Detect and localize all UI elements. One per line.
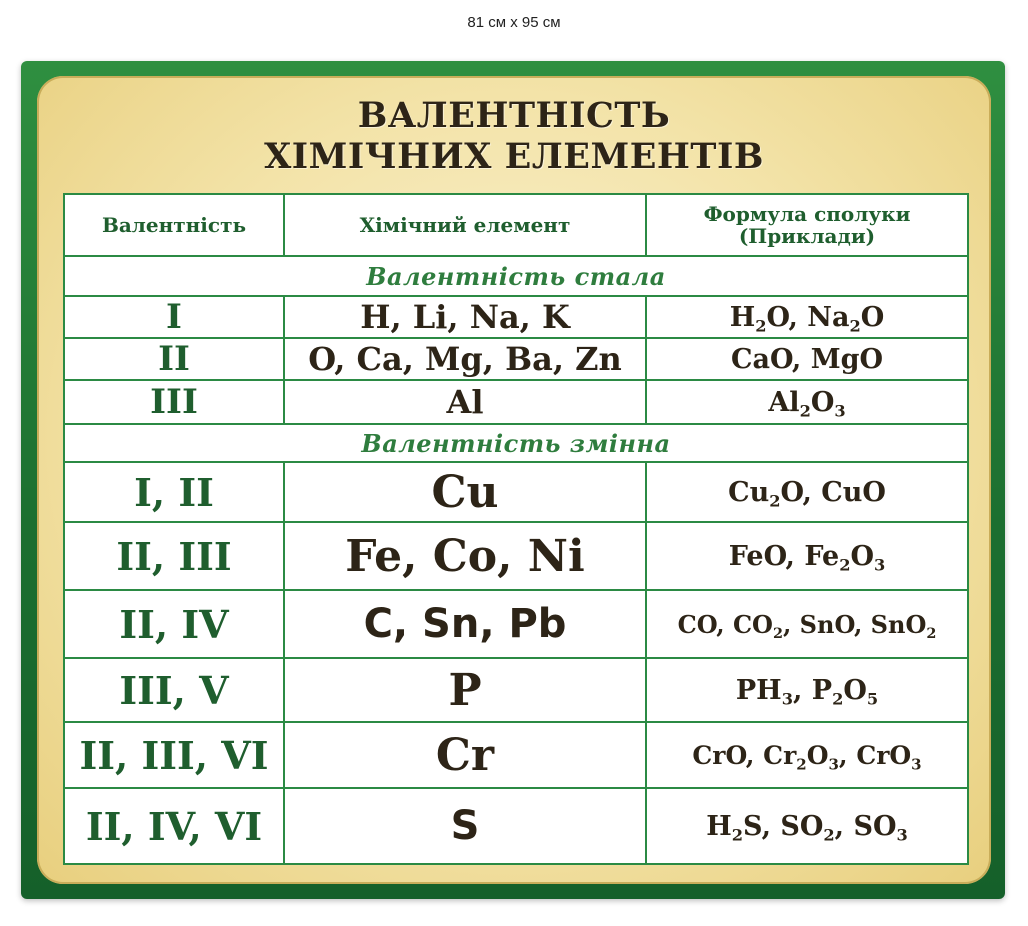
header-valence: Валентність xyxy=(64,194,284,256)
formula-part: , SO xyxy=(834,810,897,842)
formula-subscript: 3 xyxy=(896,825,908,845)
section-row-constant xyxy=(64,256,968,296)
valence-cell: II, IV, VI xyxy=(64,788,284,864)
header-formula-line1: Формула сполуки xyxy=(703,202,911,226)
valence-cell: II, III, VI xyxy=(64,722,284,788)
formula-cell xyxy=(646,338,968,380)
size-caption: 81 см x 95 см xyxy=(467,14,561,31)
formula-cell xyxy=(646,296,968,338)
formula-subscript: 2 xyxy=(839,555,851,575)
formula-part: , P xyxy=(792,674,833,706)
formula-part: O xyxy=(843,674,867,706)
formula-subscript: 2 xyxy=(755,316,767,336)
formula-part: O xyxy=(860,301,885,333)
formula-part: O xyxy=(850,540,874,572)
header-element: Хімічний елемент xyxy=(284,194,646,256)
formula-part: S, SO xyxy=(743,810,824,842)
header-formula-line2: (Приклади) xyxy=(738,224,876,248)
table-row xyxy=(64,722,968,788)
element-cell: Cu xyxy=(284,462,646,522)
formula-part: FeO, Fe xyxy=(728,540,840,572)
formula-part: Cu xyxy=(728,476,770,508)
valence-table xyxy=(63,193,969,865)
formula-part: CrO, Cr xyxy=(692,740,797,770)
formula-subscript: 2 xyxy=(823,825,835,845)
formula-part: CO, CO xyxy=(677,609,773,639)
element-cell: O, Ca, Mg, Ba, Zn xyxy=(284,338,646,380)
formula-subscript: 2 xyxy=(772,624,783,642)
element-cell: Fe, Co, Ni xyxy=(284,522,646,590)
formula-part: PH xyxy=(735,674,782,706)
formula-cell xyxy=(646,722,968,788)
formula-part: O, CuO xyxy=(780,476,886,508)
header-formula xyxy=(646,194,968,256)
formula-subscript: 2 xyxy=(731,825,744,845)
formula-subscript: 3 xyxy=(911,754,922,773)
valence-cell: II xyxy=(64,338,284,380)
formula-part: O, Na xyxy=(766,301,850,333)
formula-part: H xyxy=(706,810,732,842)
formula-subscript: 2 xyxy=(926,624,937,642)
formula-subscript: 2 xyxy=(832,689,844,709)
formula-subscript: 2 xyxy=(769,491,781,511)
section-variable-label: Валентність змінна xyxy=(64,424,968,462)
valence-cell: III xyxy=(64,380,284,424)
element-cell: H, Li, Na, K xyxy=(284,296,646,338)
formula-part: O xyxy=(810,386,835,418)
formula-subscript: 5 xyxy=(866,689,879,709)
formula-cell xyxy=(646,380,968,424)
formula-subscript: 3 xyxy=(828,754,839,773)
title-line-1: ВАЛЕНТНІСТЬ xyxy=(357,95,671,136)
table-row xyxy=(64,590,968,658)
table-row xyxy=(64,788,968,864)
formula-part: Al xyxy=(768,386,800,418)
formula-part: , SnO, SnO xyxy=(782,609,927,639)
formula-subscript: 2 xyxy=(799,401,811,421)
formula-subscript: 3 xyxy=(834,401,846,421)
formula-part: , CrO xyxy=(838,740,912,770)
valence-cell: III, V xyxy=(64,658,284,722)
title-line-2: ХІМІЧНИХ ЕЛЕМЕНТІВ xyxy=(264,136,764,177)
table-row xyxy=(64,296,968,338)
formula-subscript: 3 xyxy=(781,689,793,709)
table-row xyxy=(64,462,968,522)
section-row-variable xyxy=(64,424,968,462)
table-row xyxy=(64,338,968,380)
formula-cell xyxy=(646,522,968,590)
element-cell: P xyxy=(284,658,646,722)
valence-cell: I xyxy=(64,296,284,338)
formula-cell xyxy=(646,590,968,658)
valence-cell: I, II xyxy=(64,462,284,522)
element-cell: Al xyxy=(284,380,646,424)
section-constant-label: Валентність стала xyxy=(64,256,968,296)
valence-cell: II, III xyxy=(64,522,284,590)
valence-cell: II, IV xyxy=(64,590,284,658)
formula-subscript: 2 xyxy=(849,316,861,336)
poster-title xyxy=(37,95,991,177)
table-row xyxy=(64,522,968,590)
table-row xyxy=(64,658,968,722)
formula-subscript: 2 xyxy=(796,754,807,773)
element-cell: C, Sn, Pb xyxy=(284,590,646,658)
formula-part: H xyxy=(729,301,756,333)
formula-cell xyxy=(646,788,968,864)
formula-cell xyxy=(646,658,968,722)
formula-cell xyxy=(646,462,968,522)
table-header-row xyxy=(64,194,968,256)
formula-part: O xyxy=(806,740,829,770)
formula-subscript: 3 xyxy=(874,555,886,575)
element-cell: Cr xyxy=(284,722,646,788)
element-cell: S xyxy=(284,788,646,864)
table-row xyxy=(64,380,968,424)
formula-part: CaO, MgO xyxy=(730,343,883,375)
